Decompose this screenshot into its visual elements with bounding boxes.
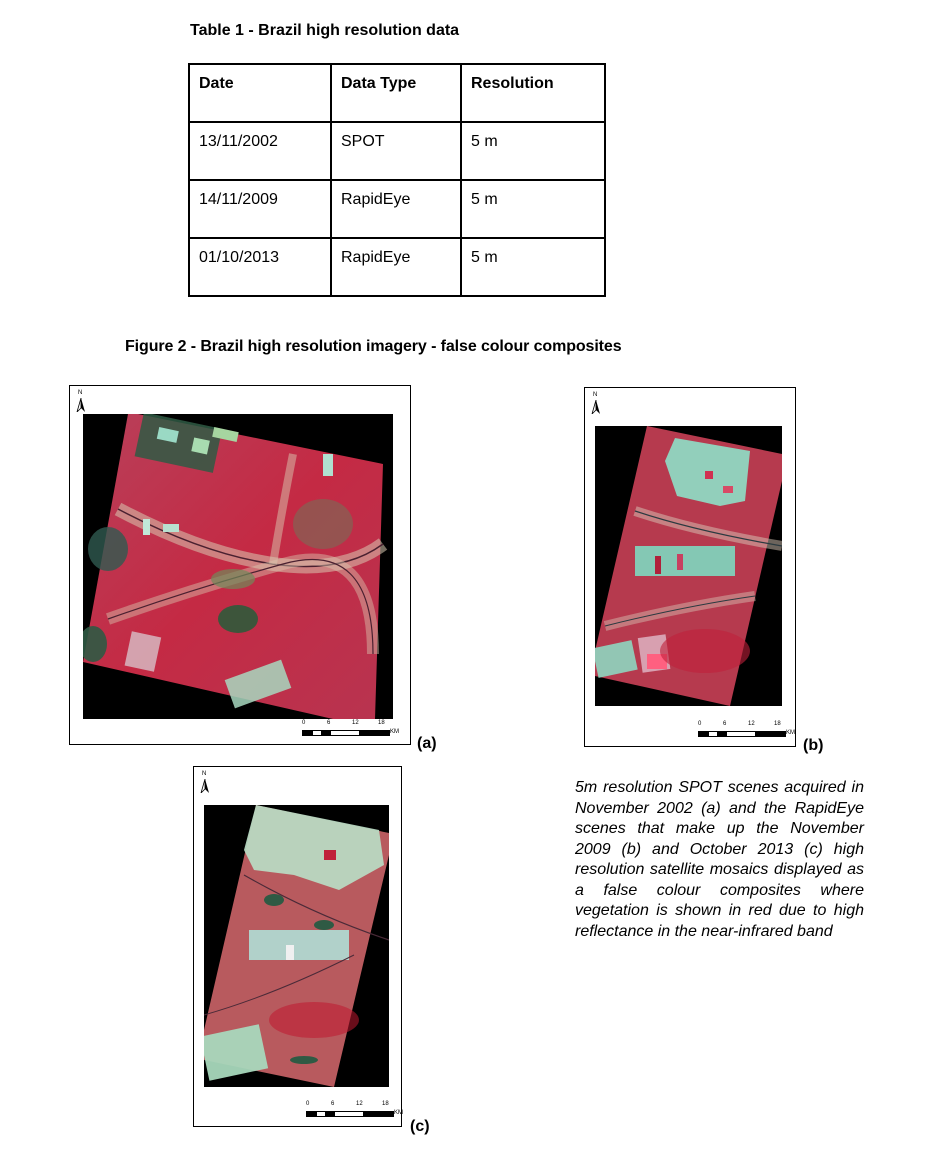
header-date: Date bbox=[189, 64, 331, 122]
panel-label-a: (a) bbox=[417, 735, 437, 752]
table-title: Table 1 - Brazil high resolution data bbox=[190, 22, 460, 39]
scale-bar: 0 6 12 18 KM bbox=[306, 1101, 403, 1116]
cell-data-type: RapidEye bbox=[331, 180, 461, 238]
map-panel-c bbox=[193, 766, 402, 1127]
cell-resolution: 5 m bbox=[461, 238, 605, 296]
satellite-image-b bbox=[595, 426, 782, 706]
north-arrow-icon: N bbox=[200, 773, 212, 795]
table-row bbox=[189, 238, 605, 296]
cell-date: 01/10/2013 bbox=[189, 238, 331, 296]
panel-label-b: (b) bbox=[803, 737, 824, 754]
north-arrow-icon: N bbox=[591, 394, 603, 416]
north-arrow-icon: N bbox=[76, 392, 88, 414]
map-panel-b bbox=[584, 387, 796, 747]
header-resolution: Resolution bbox=[461, 64, 605, 122]
table-header-row bbox=[189, 64, 605, 122]
header-data-type: Data Type bbox=[331, 64, 461, 122]
scale-bar: 0 6 12 18 KM bbox=[302, 720, 399, 735]
cell-data-type: SPOT bbox=[331, 122, 461, 180]
data-table bbox=[188, 63, 606, 297]
cell-resolution: 5 m bbox=[461, 122, 605, 180]
cell-resolution: 5 m bbox=[461, 180, 605, 238]
satellite-image-a bbox=[83, 414, 393, 719]
cell-date: 13/11/2002 bbox=[189, 122, 331, 180]
table-row bbox=[189, 122, 605, 180]
table-row bbox=[189, 180, 605, 238]
panel-label-c: (c) bbox=[410, 1118, 430, 1135]
figure-title: Figure 2 - Brazil high resolution imagery - false colour composites bbox=[125, 338, 622, 355]
scale-bar: 0 6 12 18 KM bbox=[698, 721, 795, 736]
satellite-image-c bbox=[204, 805, 389, 1087]
map-panel-a bbox=[69, 385, 411, 745]
cell-data-type: RapidEye bbox=[331, 238, 461, 296]
cell-date: 14/11/2009 bbox=[189, 180, 331, 238]
figure-caption: 5m resolution SPOT scenes acquired in November 2002 (a) and the RapidEye scenes that make up the November 2009 (b) and October 2013 (c) high resolution satellite mosaics displayed as a false colour composites where vegetation is shown in red due to high reflectance in the near-infrared band bbox=[575, 779, 864, 940]
